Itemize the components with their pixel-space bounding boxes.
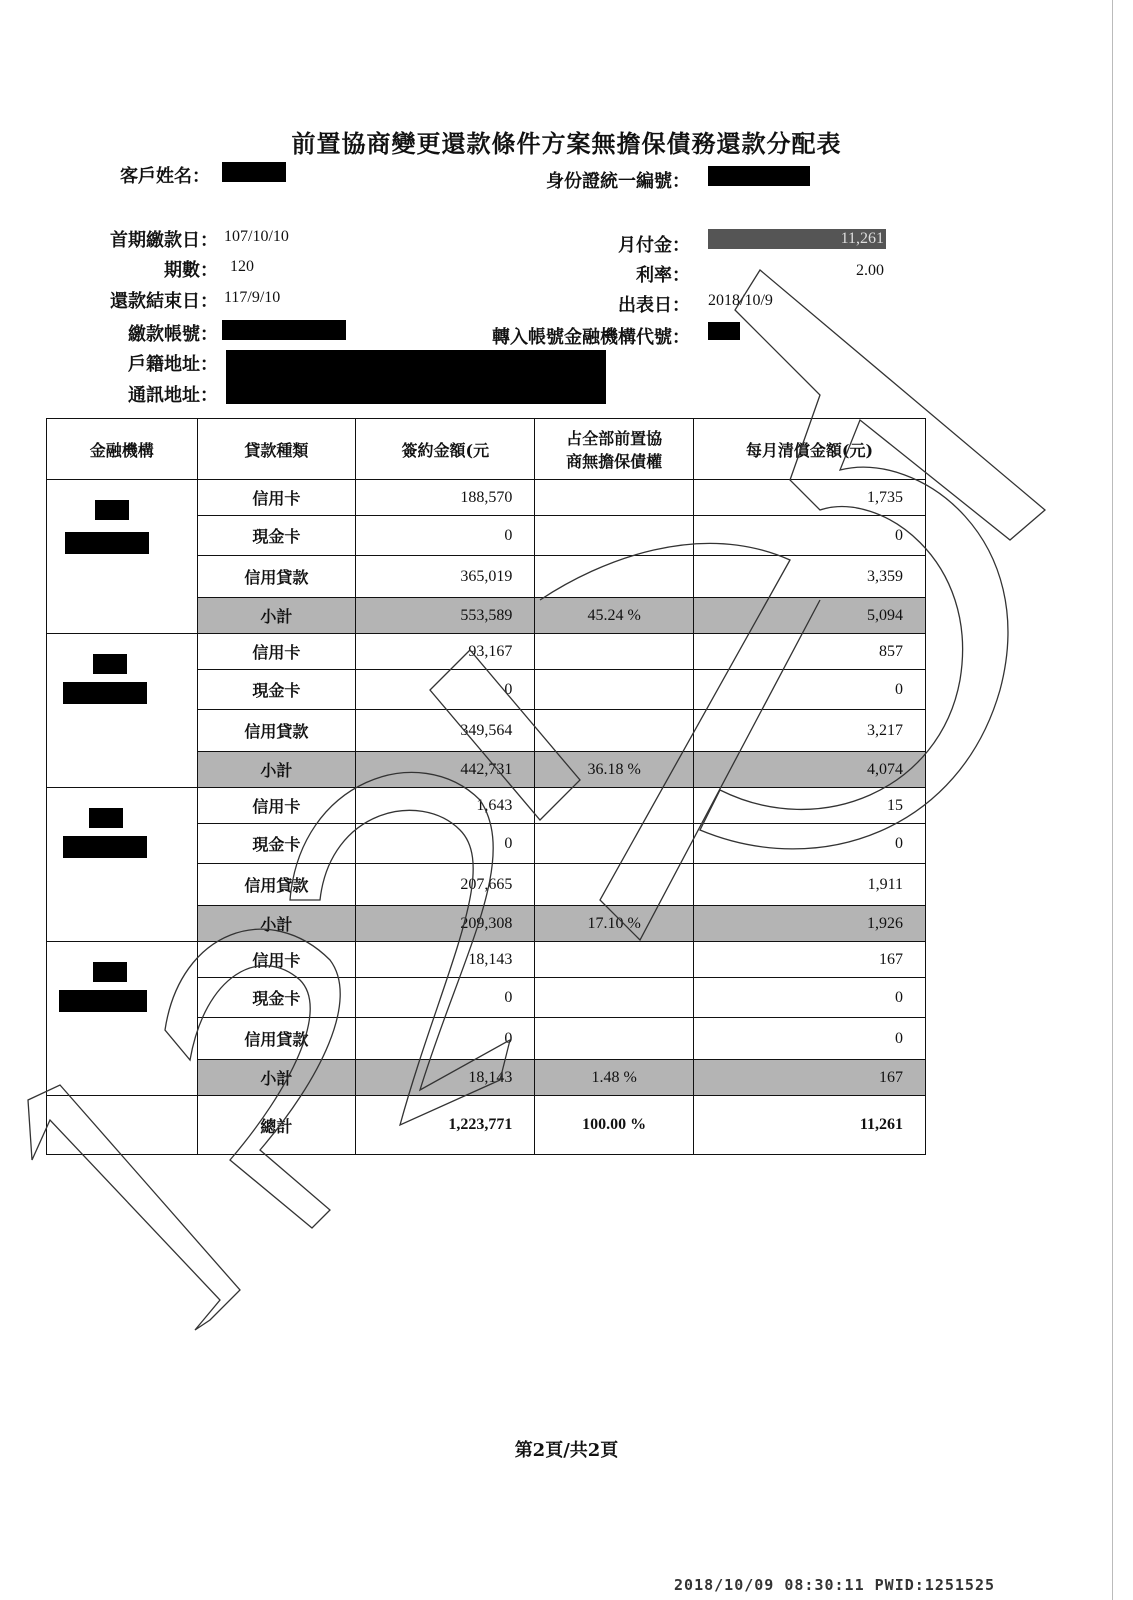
share-cell (535, 670, 694, 710)
col-header-share (535, 419, 694, 480)
monthly-cell: 4,074 (694, 752, 926, 788)
share-cell: 1.48 % (535, 1060, 694, 1096)
household-address-label: 戶籍地址： (128, 354, 218, 375)
id-redacted (708, 166, 810, 186)
share-cell (535, 788, 694, 824)
amount-cell: 93,167 (356, 634, 535, 670)
loan-type-cell: 小計 (197, 1060, 356, 1096)
share-cell: 36.18 % (535, 752, 694, 788)
amount-cell: 365,019 (356, 556, 535, 598)
issue-date-label: 出表日： (618, 295, 690, 316)
monthly-cell: 1,911 (694, 864, 926, 906)
total-amount: 1,223,771 (356, 1096, 535, 1155)
share-cell (535, 516, 694, 556)
col-header-institution: 金融機構 (47, 419, 198, 480)
loan-type-cell: 現金卡 (197, 978, 356, 1018)
amount-cell: 188,570 (356, 480, 535, 516)
col-header-loan-type: 貸款種類 (197, 419, 356, 480)
monthly-cell: 15 (694, 788, 926, 824)
total-share: 100.00 % (535, 1096, 694, 1155)
monthly-cell: 167 (694, 1060, 926, 1096)
mail-address-label: 通訊地址： (128, 385, 218, 406)
account-label: 繳款帳號： (128, 324, 218, 345)
share-cell: 17.10 % (535, 906, 694, 942)
monthly-label: 月付金： (618, 235, 690, 256)
loan-type-cell: 信用卡 (197, 480, 356, 516)
share-cell (535, 556, 694, 598)
share-cell (535, 634, 694, 670)
loan-type-cell: 信用卡 (197, 634, 356, 670)
table-row (47, 480, 926, 516)
amount-cell: 0 (356, 516, 535, 556)
share-cell (535, 480, 694, 516)
print-timestamp: 2018/10/09 08:30:11 PWID:1251525 (674, 1576, 995, 1594)
amount-cell: 0 (356, 824, 535, 864)
page-title: 前置協商變更還款條件方案無擔保債務還款分配表 (291, 129, 842, 158)
bank-code-label: 轉入帳號金融機構代號： (492, 327, 690, 348)
col-header-share-line2: 商無擔保債權 (566, 452, 663, 471)
amount-cell: 553,589 (356, 598, 535, 634)
periods-value: 120 (230, 258, 254, 275)
loan-type-cell: 小計 (197, 598, 356, 634)
total-label: 總計 (197, 1096, 356, 1155)
amount-cell: 442,731 (356, 752, 535, 788)
table-row (47, 942, 926, 978)
loan-type-cell: 信用貸款 (197, 1018, 356, 1060)
monthly-cell: 1,926 (694, 906, 926, 942)
total-monthly: 11,261 (694, 1096, 926, 1155)
share-cell (535, 710, 694, 752)
monthly-value: 11,261 (840, 230, 884, 247)
address-redacted (226, 350, 606, 404)
share-cell (535, 824, 694, 864)
amount-cell: 0 (356, 978, 535, 1018)
loan-type-cell: 信用貸款 (197, 710, 356, 752)
loan-type-cell: 現金卡 (197, 670, 356, 710)
loan-type-cell: 信用卡 (197, 942, 356, 978)
institution-cell-redacted (47, 788, 198, 942)
periods-label: 期數： (164, 260, 218, 281)
monthly-cell: 857 (694, 634, 926, 670)
table-row (47, 634, 926, 670)
loan-type-cell: 現金卡 (197, 824, 356, 864)
amount-cell: 207,665 (356, 864, 535, 906)
table-row (47, 788, 926, 824)
loan-type-cell: 信用貸款 (197, 556, 356, 598)
col-header-monthly: 每月清償金額(元) (694, 419, 926, 480)
monthly-cell: 3,217 (694, 710, 926, 752)
monthly-cell: 0 (694, 978, 926, 1018)
monthly-cell: 0 (694, 1018, 926, 1060)
account-redacted (222, 320, 346, 340)
monthly-cell: 5,094 (694, 598, 926, 634)
id-label: 身份證統一編號： (546, 171, 690, 192)
loan-type-cell: 小計 (197, 906, 356, 942)
share-cell (535, 864, 694, 906)
loan-type-cell: 小計 (197, 752, 356, 788)
end-date-label: 還款結束日： (110, 291, 218, 312)
share-cell: 45.24 % (535, 598, 694, 634)
institution-cell-redacted (47, 480, 198, 634)
customer-name-label: 客戶姓名： (120, 166, 210, 187)
first-payment-label: 首期繳款日： (110, 230, 218, 251)
issue-date-value: 2018/10/9 (708, 292, 773, 309)
amount-cell: 0 (356, 670, 535, 710)
repayment-table (46, 418, 926, 1155)
page-number: 第2頁/共2頁 (514, 1440, 619, 1461)
share-cell (535, 942, 694, 978)
rate-value: 2.00 (856, 262, 884, 279)
amount-cell: 349,564 (356, 710, 535, 752)
col-header-share-line1: 占全部前置協 (566, 429, 663, 448)
monthly-cell: 0 (694, 516, 926, 556)
institution-cell-redacted (47, 634, 198, 788)
monthly-cell: 0 (694, 824, 926, 864)
loan-type-cell: 信用貸款 (197, 864, 356, 906)
rate-label: 利率： (636, 265, 690, 286)
monthly-cell: 3,359 (694, 556, 926, 598)
amount-cell: 209,308 (356, 906, 535, 942)
amount-cell: 0 (356, 1018, 535, 1060)
end-date-value: 117/9/10 (224, 289, 281, 306)
share-cell (535, 1018, 694, 1060)
bank-code-redacted (708, 322, 740, 340)
total-institution-cell (47, 1096, 198, 1155)
loan-type-cell: 信用卡 (197, 788, 356, 824)
amount-cell: 18,143 (356, 1060, 535, 1096)
loan-type-cell: 現金卡 (197, 516, 356, 556)
monthly-cell: 167 (694, 942, 926, 978)
amount-cell: 1,643 (356, 788, 535, 824)
customer-name-redacted (222, 162, 286, 182)
monthly-cell: 0 (694, 670, 926, 710)
share-cell (535, 978, 694, 1018)
institution-cell-redacted (47, 942, 198, 1096)
page-edge (1112, 0, 1113, 1600)
amount-cell: 18,143 (356, 942, 535, 978)
monthly-cell: 1,735 (694, 480, 926, 516)
table-header-row (47, 419, 926, 480)
col-header-contract-amount: 簽約金額(元 (356, 419, 535, 480)
first-payment-value: 107/10/10 (224, 228, 289, 245)
total-row (47, 1096, 926, 1155)
